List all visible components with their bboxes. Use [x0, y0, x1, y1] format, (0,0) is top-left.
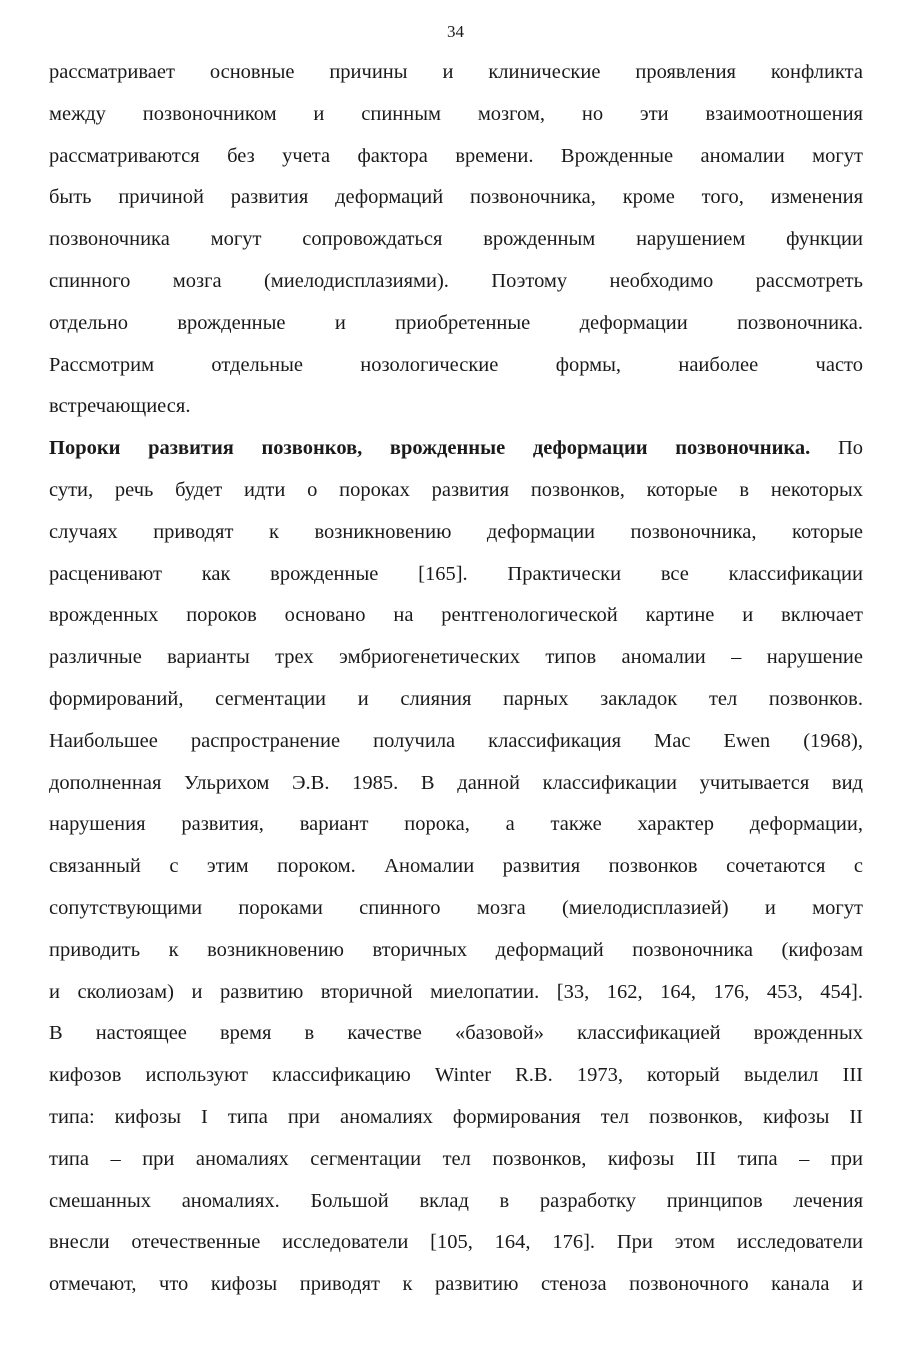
text-line: и сколиозам) и развитию вторичной миелопатии. [33, 162, 164, 176, 453, 454]. — [49, 980, 863, 1003]
text-line: между позвоночником и спинным мозгом, но эти взаимоотношения — [49, 102, 863, 125]
text-line: дополненная Ульрихом Э.В. 1985. В данной классификации учитывается вид — [49, 771, 863, 794]
text-line: типа – при аномалиях сегментации тел позвонков, кифозы III типа – при — [49, 1147, 863, 1170]
paragraph-intro — [49, 52, 863, 428]
section-heading: Пороки развития позвонков, врожденные деформации позвоночника. — [49, 437, 811, 460]
text-line: расценивают как врожденные [165]. Практически все классификации — [49, 562, 863, 585]
text-line: позвоночника могут сопровождаться врожденным нарушением функции — [49, 228, 863, 251]
text-line: внесли отечественные исследователи [105, 164, 176]. При этом исследователи — [49, 1231, 863, 1254]
text-line: В настоящее время в качестве «базовой» классификацией врожденных — [49, 1022, 863, 1045]
text-line: встречающиеся. — [49, 395, 191, 418]
text-line: быть причиной развития деформаций позвоночника, кроме того, изменения — [49, 186, 863, 209]
text-line: Наибольшее распространение получила классификация Mac Ewen (1968), — [49, 729, 863, 752]
text-line: приводить к возникновению вторичных деформаций позвоночника (кифозам — [49, 938, 863, 961]
text-line: сути, речь будет идти о пороках развития позвонков, которые в некоторых — [49, 478, 863, 501]
body-text — [49, 52, 863, 1306]
text-line: связанный с этим пороком. Аномалии развития позвонков сочетаются с — [49, 855, 863, 878]
text-line: рассматривает основные причины и клинические проявления конфликта — [49, 61, 863, 83]
page-number: 34 — [447, 22, 464, 41]
text-line: смешанных аномалиях. Большой вклад в разработку принципов лечения — [49, 1189, 863, 1212]
text-line: Рассмотрим отдельные нозологические формы, наиболее часто — [49, 353, 863, 376]
section-heading-line — [49, 428, 863, 470]
text-line: случаях приводят к возникновению деформации позвоночника, которые — [49, 520, 863, 543]
text-line: рассматриваются без учета фактора времени. Врожденные аномалии могут — [49, 144, 863, 167]
text-line: отмечают, что кифозы приводят к развитию стеноза позвоночного канала и — [49, 1273, 863, 1296]
text-line: кифозов используют классификацию Winter R.B. 1973, который выделил III — [49, 1064, 863, 1087]
text-line: нарушения развития, вариант порока, а также характер деформации, — [49, 813, 863, 836]
heading-line-continuation: По — [810, 437, 863, 460]
text-line: типа: кифозы I типа при аномалиях формирования тел позвонков, кифозы II — [49, 1105, 863, 1128]
text-line: отдельно врожденные и приобретенные деформации позвоночника. — [49, 311, 863, 334]
text-line: различные варианты трех эмбриогенетических типов аномалии – нарушение — [49, 646, 863, 669]
text-line: врожденных пороков основано на рентгенологической картине и включает — [49, 604, 863, 627]
paragraph-congenital-deformities — [49, 428, 863, 1306]
text-line: сопутствующими пороками спинного мозга (миелодисплазией) и могут — [49, 896, 863, 919]
text-line: спинного мозга (миелодисплазиями). Поэтому необходимо рассмотреть — [49, 269, 863, 292]
text-line: формирований, сегментации и слияния парных закладок тел позвонков. — [49, 687, 863, 710]
